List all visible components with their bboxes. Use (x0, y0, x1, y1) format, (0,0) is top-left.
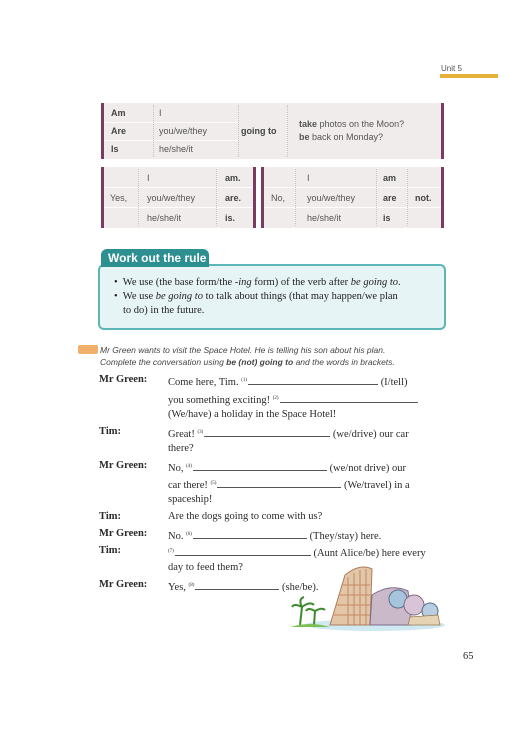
dialogue-line: car there! $^{(5)}$ (We/travel) in a (168, 477, 410, 491)
exercise-marker (78, 345, 98, 354)
no-negation: not. (415, 193, 432, 203)
yes-subject-i: I (147, 173, 150, 183)
answer-blank-2[interactable] (280, 392, 418, 403)
yes-subject-you-we-they: you/we/they (147, 193, 196, 203)
rule-item-2-cont: to do) in the future. (123, 305, 205, 316)
answer-blank-1[interactable] (248, 374, 378, 385)
subject-i: I (159, 108, 162, 118)
dialogue-line: No, $^{(4)}$ (we/not drive) our (168, 460, 406, 474)
dialogue-line: day to feed them? (168, 562, 243, 573)
dialogue-line: $^{(7)}$ (Aunt Alice/be) here every (168, 545, 426, 559)
speaker: Mr Green: (99, 460, 148, 471)
dialogue-line: spaceship! (168, 494, 213, 505)
exercise-instruction-1: Mr Green wants to visit the Space Hotel. He is telling his son about his plan. (100, 345, 386, 355)
unit-label: Unit 5 (441, 64, 462, 73)
dialogue-line: Yes, $^{(8)}$ (she/be). (168, 579, 318, 593)
short-answer-no-table (261, 167, 444, 228)
answer-blank-5[interactable] (217, 477, 341, 488)
yes-label: Yes, (110, 193, 128, 203)
space-hotel-illustration (290, 555, 450, 633)
going-to-label: going to (241, 126, 277, 136)
yes-subject-he-she-it: he/she/it (147, 213, 182, 223)
yes-verb-is: is. (225, 213, 236, 223)
no-verb-am: am (383, 173, 397, 183)
speaker: Tim: (99, 511, 121, 522)
answer-blank-8[interactable] (195, 579, 279, 590)
speaker: Tim: (99, 426, 121, 437)
verb-phrase-2: be back on Monday? (299, 132, 384, 142)
no-subject-he-she-it: he/she/it (307, 213, 342, 223)
yes-verb-am: am. (225, 173, 241, 183)
speaker: Mr Green: (99, 528, 148, 539)
short-answer-yes-table (101, 167, 256, 228)
no-subject-you-we-they: you/we/they (307, 193, 356, 203)
page-number: 65 (463, 651, 474, 662)
speaker: Mr Green: (99, 374, 148, 385)
dialogue-line: Are the dogs going to come with us? (168, 511, 323, 522)
unit-underline (440, 74, 498, 78)
question-table (101, 103, 444, 159)
no-label: No, (271, 193, 286, 203)
dialogue-line: Great! $^{(3)}$ (we/drive) our car (168, 426, 409, 440)
rule-box (98, 264, 446, 330)
aux-is: Is (111, 144, 119, 154)
answer-blank-6[interactable] (193, 528, 307, 539)
speaker: Tim: (99, 545, 121, 556)
verb-phrase-1: take photos on the Moon? (299, 119, 405, 129)
dialogue-line: you something exciting! $^{(2)}$ (168, 392, 418, 406)
rule-title: Work out the rule (108, 251, 207, 265)
subject-he-she-it: he/she/it (159, 144, 194, 154)
yes-verb-are: are. (225, 193, 242, 203)
no-verb-is: is (383, 213, 391, 223)
dialogue-line: there? (168, 443, 194, 454)
subject-you-we-they: you/we/they (159, 126, 208, 136)
aux-are: Are (111, 126, 127, 136)
aux-am: Am (111, 108, 126, 118)
dialogue-line: (We/have) a holiday in the Space Hotel! (168, 409, 337, 420)
speaker: Mr Green: (99, 579, 148, 590)
no-subject-i: I (307, 173, 310, 183)
exercise-instruction-2: Complete the conversation using be (not) going to and the words in brackets. (100, 357, 395, 367)
no-verb-are: are (383, 193, 397, 203)
rule-item-1: • We use (the base form/the -ing form) of the verb after be going to. (114, 277, 401, 288)
rule-item-2: • We use be going to to talk about things (that may happen/we plan (114, 291, 398, 302)
dialogue-line: Come here, Tim. $^{(1)}$ (I/tell) (168, 374, 408, 388)
answer-blank-4[interactable] (193, 460, 327, 471)
dialogue-line: No. $^{(6)}$ (They/stay) here. (168, 528, 381, 542)
answer-blank-3[interactable] (204, 426, 330, 437)
